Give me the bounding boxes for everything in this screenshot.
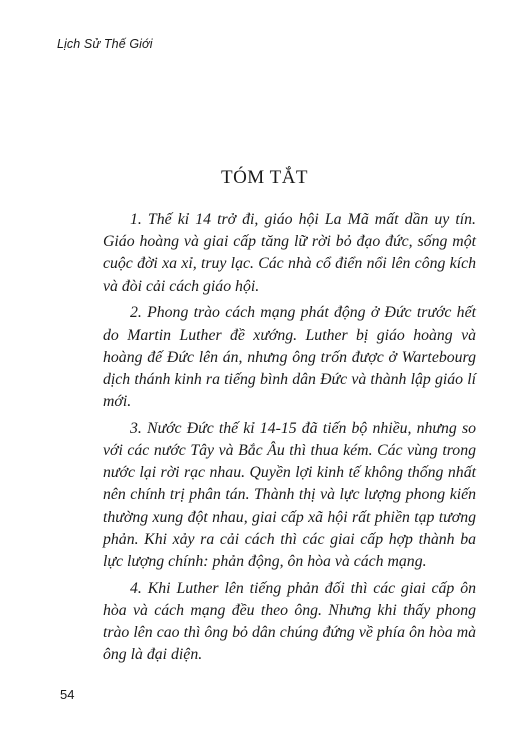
summary-body [103, 209, 476, 671]
running-header: Lịch Sử Thế Giới [57, 37, 153, 51]
page-number: 54 [60, 687, 75, 702]
summary-paragraph-4: 4. Khi Luther lên tiếng phản đối thì các giai cấp ôn hòa và cách mạng đều theo ông. Nhưng khi thấy phong trào lên cao thì ông bỏ dân chúng đứng về phía ôn hòa mà ông là đại diện. [103, 579, 476, 664]
summary-paragraph-1: 1. Thế kỉ 14 trở đi, giáo hội La Mã mất dần uy tín. Giáo hoàng và giai cấp tăng lữ rời bỏ đạo đức, sống một cuộc đời xa xỉ, truy lạc. Các nhà cổ điển nổi lên công kích và đòi cải cách giáo hội. [103, 211, 476, 295]
summary-paragraph-3: 3. Nước Đức thế kỉ 14-15 đã tiến bộ nhiều, nhưng so với các nước Tây và Bắc Âu thì thua kém. Các vùng trong nước lại rời rạc nhau. Quyền lợi kinh tế không thống nhất nên chính trị phân tán. Thành thị và lực lượng phong kiến thường xung đột nhau, giai cấp xã hội rất phiền tạp tương phản. Khi xảy ra cải cách thì các giai cấp hợp thành ba lực lượng chính: phản động, ôn hòa và cách mạng. [103, 419, 476, 571]
section-title: TÓM TẮT [220, 167, 309, 188]
summary-paragraph-2: 2. Phong trào cách mạng phát động ở Đức trước hết do Martin Luther đề xướng. Luther bị giáo hoàng và hoàng đế Đức lên án, nhưng ông trốn được ở Wartebourg dịch thánh kinh ra tiếng bình dân Đức và thành lập giáo lí mới. [103, 304, 476, 411]
